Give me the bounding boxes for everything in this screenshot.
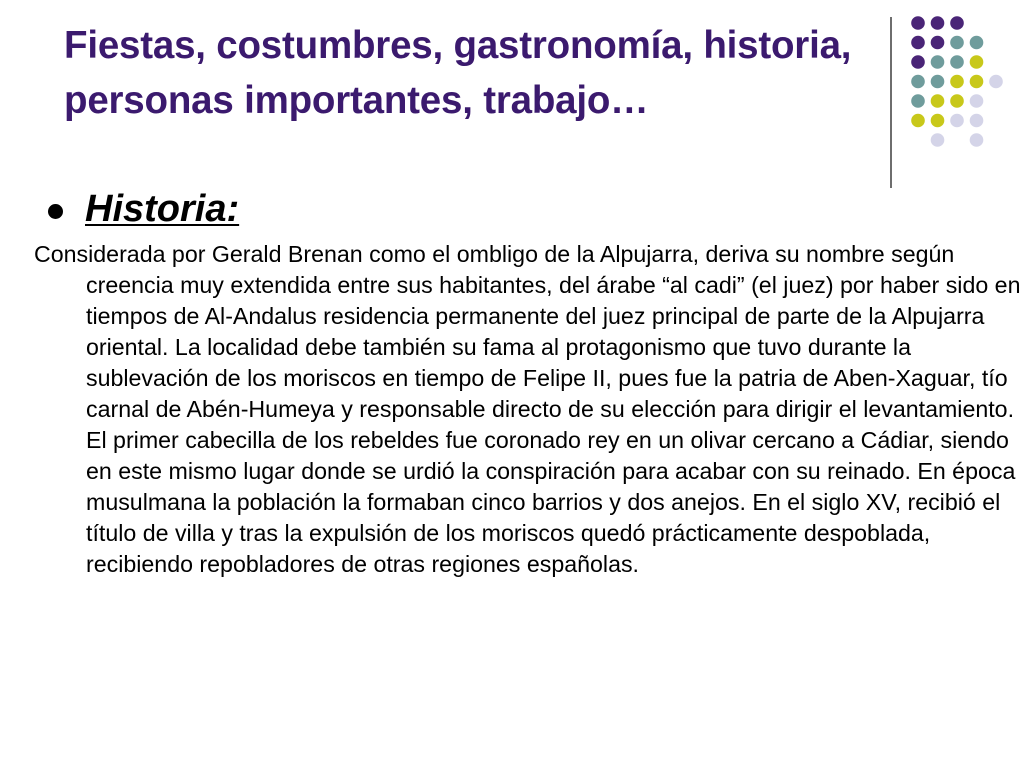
decor-dot [931,94,945,108]
decor-dot [970,114,984,128]
decor-dot [911,75,925,89]
decor-dot [950,16,964,30]
decor-dot [970,133,984,147]
decor-dot [911,36,925,50]
decor-dot [989,75,1003,89]
decor-dot [950,55,964,69]
decor-dot [950,75,964,89]
decor-dot [950,94,964,108]
decor-dot [931,133,945,147]
decor-dot [931,36,945,50]
decor-dot [911,16,925,30]
decor-dot [931,114,945,128]
bullet-icon [48,204,63,219]
decor-dot [931,75,945,89]
section-heading: Historia: [85,188,240,230]
decor-dot [950,36,964,50]
decor-dot [911,94,925,108]
slide-title: Fiestas, costumbres, gastronomía, historia, personas importantes, trabajo… [64,24,852,122]
history-paragraph: Considerada por Gerald Brenan como el ombligo de la Alpujarra, deriva su nombre según creencia muy extendida entre sus habitantes, del árabe “al cadi” (el juez) por haber sido en tiempos de Al-Andalus residencia permanente del juez principal de parte de la Alpujarra oriental. La localidad debe también su fama al protagonismo que tuvo durante la sublevación de los moriscos en tiempo de Felipe II, pues fue la patria de Aben-Xaguar, tío carnal de Abén-Humeya y responsable directo de su elección para dirigir el levantamiento. El primer cabecilla de los rebeldes fue coronado rey en un olivar cercano a Cádiar, siendo en este mismo lugar donde se urdió la conspiración para acabar con su reinado. En época musulmana la población la formaban cinco barrios y dos anejos. En el siglo XV, recibió el título de villa y tras la expulsión de los moriscos quedó prácticamente despoblada, recibiendo repobladores de otras regiones españolas. [34,241,1021,577]
decor-dot [970,55,984,69]
decor-dot [970,36,984,50]
section-heading-row [48,186,239,232]
decor-dot [931,16,945,30]
vertical-divider [890,17,892,188]
decor-dot [911,114,925,128]
decor-dot [970,94,984,108]
decor-dot [911,55,925,69]
decor-dot [950,114,964,128]
decor-dot [970,75,984,89]
decor-dot [931,55,945,69]
